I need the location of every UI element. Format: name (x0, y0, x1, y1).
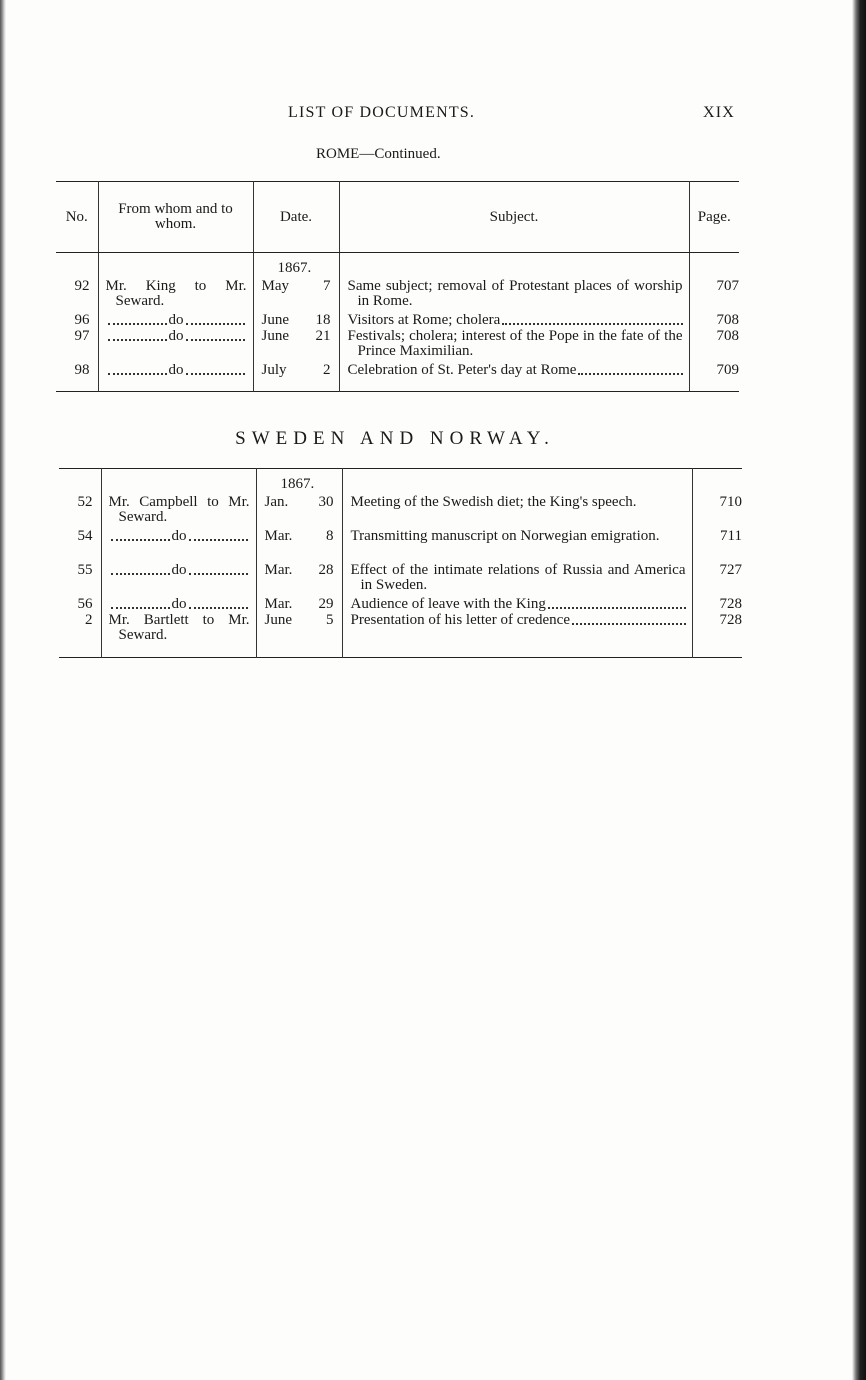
subject-text: Effect of the intimate relations of Russia and America in Sweden. (350, 562, 686, 593)
rome-section-subtitle: ROME—Continued. (316, 146, 441, 162)
year-label: 1867. (277, 260, 312, 276)
page-ref: 711 (692, 529, 742, 563)
table-row (59, 529, 742, 563)
correspondent: do (168, 362, 184, 378)
date-month: Mar. (264, 596, 293, 612)
page-ref: 727 (692, 563, 742, 597)
date-month: Jan. (264, 494, 289, 510)
correspondent: do (171, 528, 187, 544)
page-ref: 728 (692, 597, 742, 613)
page-number: XIX (703, 104, 736, 121)
running-head (0, 104, 866, 128)
subject-text: Same subject; removal of Protestant places of worship in Rome. (347, 278, 683, 309)
table-row (59, 563, 742, 597)
column-header-from: From whom and to whom. (98, 182, 253, 253)
table-row (56, 313, 739, 329)
doc-number: 55 (77, 562, 93, 578)
subject-text: Audience of leave with the King (350, 596, 546, 612)
page-left-edge (0, 0, 6, 1380)
correspondent: do (171, 562, 187, 578)
page-ref: 728 (692, 613, 742, 647)
column-header-no: No. (56, 182, 98, 253)
page-right-edge (852, 0, 866, 1380)
table-row (59, 495, 742, 529)
table-header-row (56, 182, 739, 253)
date-day: 5 (326, 612, 334, 628)
date-day: 28 (318, 562, 334, 578)
sweden-documents-table (59, 468, 742, 658)
table-row (59, 613, 742, 647)
subject-text: Festivals; cholera; interest of the Pope in the fate of the Prince Maximilian. (347, 328, 683, 359)
subject-text: Visitors at Rome; cholera (347, 312, 501, 328)
table-row (56, 329, 739, 363)
date-day: 18 (315, 312, 331, 328)
doc-number: 98 (74, 362, 90, 378)
date-month: Mar. (264, 528, 293, 544)
year-label: 1867. (280, 476, 315, 492)
doc-number: 56 (77, 596, 93, 612)
correspondent: do (168, 328, 184, 344)
year-row (59, 477, 742, 495)
page-ref: 710 (692, 495, 742, 529)
date-month: June (261, 312, 289, 328)
table-row (56, 279, 739, 313)
doc-number: 97 (74, 328, 90, 344)
page-ref: 708 (689, 329, 739, 363)
date-day: 30 (318, 494, 334, 510)
date-day: 8 (326, 528, 334, 544)
column-header-page: Page. (689, 182, 739, 253)
date-month: May (261, 278, 289, 294)
doc-number: 96 (74, 312, 90, 328)
date-month: Mar. (264, 562, 293, 578)
doc-number: 52 (77, 494, 93, 510)
subject-text: Meeting of the Swedish diet; the King's speech. (350, 494, 637, 510)
subject-text: Celebration of St. Peter's day at Rome (347, 362, 577, 378)
page-ref: 708 (689, 313, 739, 329)
correspondent: do (171, 596, 187, 612)
date-month: July (261, 362, 287, 378)
correspondent: Mr. King to Mr. Seward. (105, 278, 247, 309)
page-ref: 707 (689, 279, 739, 313)
doc-number: 54 (77, 528, 93, 544)
correspondent: do (168, 312, 184, 328)
subject-text: Transmitting manuscript on Norwegian emigration. (350, 528, 660, 544)
doc-number: 92 (74, 278, 90, 294)
year-row (56, 261, 739, 279)
sweden-section-heading: SWEDEN AND NORWAY. (235, 428, 555, 449)
date-day: 29 (318, 596, 334, 612)
table-row (59, 597, 742, 613)
date-month: June (264, 612, 292, 628)
date-day: 2 (323, 362, 331, 378)
rome-documents-table (56, 181, 739, 392)
subject-text: Presentation of his letter of credence (350, 612, 570, 628)
date-day: 21 (315, 328, 331, 344)
column-header-date: Date. (253, 182, 339, 253)
page-title: LIST OF DOCUMENTS. (288, 104, 476, 121)
date-day: 7 (323, 278, 331, 294)
correspondent: Mr. Campbell to Mr. Seward. (108, 494, 250, 525)
correspondent: Mr. Bartlett to Mr. Seward. (108, 612, 250, 643)
table-row (56, 363, 739, 381)
column-header-subject: Subject. (339, 182, 689, 253)
page-ref: 709 (689, 363, 739, 381)
doc-number: 2 (85, 612, 93, 628)
date-month: June (261, 328, 289, 344)
